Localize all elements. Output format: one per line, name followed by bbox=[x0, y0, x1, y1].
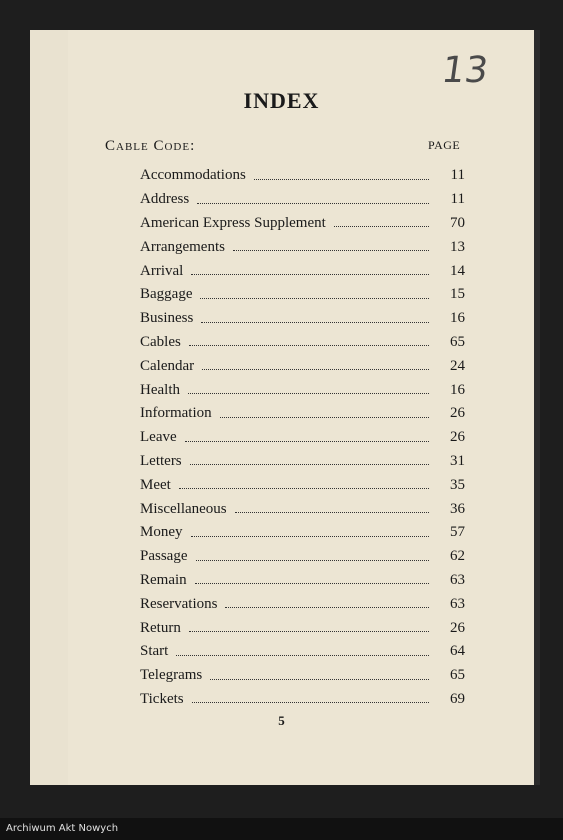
left-page-edge bbox=[30, 30, 69, 785]
dot-leader bbox=[200, 297, 429, 299]
dot-leader bbox=[235, 511, 429, 513]
dot-leader bbox=[191, 535, 430, 537]
index-entry bbox=[140, 307, 465, 331]
index-entry bbox=[140, 235, 465, 259]
entry-page: 63 bbox=[450, 595, 465, 612]
entry-label: Start bbox=[140, 643, 169, 660]
entry-page: 57 bbox=[450, 524, 465, 541]
entry-label: Accommodations bbox=[140, 167, 246, 184]
entry-page: 65 bbox=[450, 333, 465, 350]
dot-leader bbox=[191, 273, 429, 275]
entry-label: Return bbox=[140, 619, 181, 636]
entry-label: Cables bbox=[140, 333, 181, 350]
entry-page: 36 bbox=[450, 500, 465, 517]
entry-label: Passage bbox=[140, 548, 188, 565]
entry-label: Money bbox=[140, 524, 183, 541]
page-column-label: PAGE bbox=[428, 138, 461, 152]
index-entry bbox=[140, 450, 465, 474]
entry-page: 11 bbox=[450, 191, 465, 208]
index-entry bbox=[140, 378, 465, 402]
entry-page: 24 bbox=[450, 357, 465, 374]
dot-leader bbox=[176, 654, 429, 656]
entry-page: 31 bbox=[450, 452, 465, 469]
entry-label: Leave bbox=[140, 429, 177, 446]
entry-label: Reservations bbox=[140, 595, 218, 612]
entry-label: Health bbox=[140, 381, 180, 398]
page-number: 5 bbox=[278, 713, 285, 728]
entry-page: 11 bbox=[450, 167, 465, 184]
entry-label: Information bbox=[140, 405, 212, 422]
index-entry bbox=[140, 640, 465, 664]
archive-credit: Archiwum Akt Nowych bbox=[6, 823, 119, 834]
dot-leader bbox=[185, 440, 429, 442]
index-entry bbox=[140, 569, 465, 593]
index-entry bbox=[140, 402, 465, 426]
index-entry bbox=[140, 521, 465, 545]
dot-leader bbox=[189, 344, 429, 346]
index-entry bbox=[140, 426, 465, 450]
index-entry bbox=[140, 331, 465, 355]
index-entry bbox=[140, 259, 465, 283]
entry-label: Meet bbox=[140, 476, 171, 493]
index-entry bbox=[140, 497, 465, 521]
dot-leader bbox=[220, 416, 429, 418]
entry-page: 35 bbox=[450, 476, 465, 493]
entry-page: 65 bbox=[450, 667, 465, 684]
dot-leader bbox=[254, 178, 429, 180]
dot-leader bbox=[334, 225, 429, 227]
entry-label: Remain bbox=[140, 571, 187, 588]
page-edge-shadow bbox=[534, 30, 540, 785]
index-entry bbox=[140, 688, 465, 712]
entry-page: 26 bbox=[450, 405, 465, 422]
entry-page: 16 bbox=[450, 310, 465, 327]
entry-label: Miscellaneous bbox=[140, 500, 227, 517]
index-entry bbox=[140, 212, 465, 236]
dot-leader bbox=[202, 368, 429, 370]
index-entries-list bbox=[140, 164, 465, 711]
entry-label: Telegrams bbox=[140, 667, 203, 684]
entry-page: 26 bbox=[450, 619, 465, 636]
entry-label: American Express Supplement bbox=[140, 214, 326, 231]
section-heading: Cable Code: bbox=[105, 138, 196, 154]
index-entry bbox=[140, 545, 465, 569]
entry-page: 26 bbox=[450, 429, 465, 446]
entry-label: Tickets bbox=[140, 690, 184, 707]
index-entry bbox=[140, 354, 465, 378]
entry-page: 16 bbox=[450, 381, 465, 398]
entry-page: 15 bbox=[450, 286, 465, 303]
dot-leader bbox=[190, 463, 429, 465]
entry-label: Calendar bbox=[140, 357, 195, 374]
entry-page: 64 bbox=[450, 643, 465, 660]
index-entry bbox=[140, 164, 465, 188]
dot-leader bbox=[192, 701, 429, 703]
entry-page: 69 bbox=[450, 690, 465, 707]
entry-page: 63 bbox=[450, 571, 465, 588]
index-entry bbox=[140, 188, 465, 212]
page-title: INDEX bbox=[243, 88, 320, 113]
dot-leader bbox=[210, 678, 429, 680]
index-entry bbox=[140, 592, 465, 616]
dot-leader bbox=[196, 559, 430, 561]
index-entry bbox=[140, 283, 465, 307]
handwritten-page-number: 13 bbox=[439, 50, 491, 91]
dot-leader bbox=[179, 487, 429, 489]
dot-leader bbox=[197, 202, 429, 204]
dot-leader bbox=[225, 606, 429, 608]
entry-page: 62 bbox=[450, 548, 465, 565]
dot-leader bbox=[189, 630, 429, 632]
entry-label: Arrival bbox=[140, 262, 184, 279]
entry-label: Baggage bbox=[140, 286, 193, 303]
dot-leader bbox=[201, 321, 429, 323]
entry-label: Arrangements bbox=[140, 238, 225, 255]
entry-label: Letters bbox=[140, 452, 182, 469]
index-entry bbox=[140, 616, 465, 640]
entry-page: 70 bbox=[450, 214, 465, 231]
index-entry bbox=[140, 473, 465, 497]
dot-leader bbox=[188, 392, 429, 394]
dot-leader bbox=[233, 249, 429, 251]
entry-label: Address bbox=[140, 191, 190, 208]
entry-label: Business bbox=[140, 310, 194, 327]
entry-page: 13 bbox=[450, 238, 465, 255]
dot-leader bbox=[195, 582, 429, 584]
entry-page: 14 bbox=[450, 262, 465, 279]
index-entry bbox=[140, 664, 465, 688]
